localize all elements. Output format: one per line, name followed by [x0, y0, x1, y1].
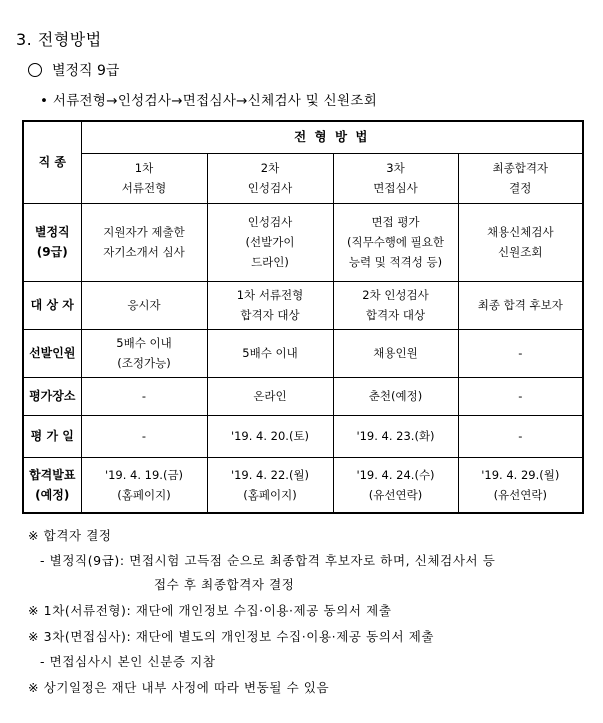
row-label: 선발인원 — [29, 346, 76, 360]
note-line: ※ 1차(서류전형): 재단에 개인정보 수집·이용·제공 동의서 제출 — [28, 603, 392, 618]
cell-text: 응시자 — [127, 298, 161, 312]
cell-text: (선발가이 — [245, 235, 295, 249]
section-number: 3. — [16, 30, 33, 49]
cell-text: '19. 4. 23.(화) — [356, 429, 435, 443]
stage-header-cell — [333, 153, 458, 203]
table-cell — [458, 415, 583, 457]
cell-text: 온라인 — [253, 389, 287, 403]
section-heading — [16, 27, 102, 50]
cell-text: '19. 4. 20.(토) — [230, 429, 310, 443]
note-heading: ※ 합격자 결정 — [28, 528, 112, 543]
cell-text: (유선연락) — [368, 487, 423, 502]
table-cell — [81, 329, 207, 377]
row-label-cell — [23, 281, 81, 329]
table-cell — [333, 203, 458, 281]
row-label-cell — [23, 203, 81, 281]
table-cell — [458, 281, 583, 329]
table-cell — [333, 457, 458, 513]
table-cell — [333, 377, 458, 415]
row-label: 평 가 일 — [30, 429, 74, 443]
table-cell — [81, 457, 207, 513]
cell-text: 채용신체검사 — [486, 225, 554, 239]
stage-name: 면접심사 — [373, 181, 418, 195]
group-header-cell — [81, 121, 583, 153]
cell-text: 합격자 대상 — [240, 308, 300, 322]
cell-text: 지원자가 제출한 — [103, 225, 185, 239]
row-label-cell — [23, 415, 81, 457]
row-label: 합격발표 — [29, 467, 76, 482]
cell-text: 2차 인성검사 — [362, 288, 429, 302]
row-label: (예정) — [35, 487, 70, 502]
cell-text: 능력 및 적격성 등) — [348, 255, 443, 269]
note-line: ※ 3차(면접심사): 재단에 별도의 개인정보 수집·이용·제공 동의서 제출 — [28, 629, 435, 644]
note-line: - 면접심사시 본인 신분증 지참 — [40, 654, 216, 669]
table-cell — [207, 415, 333, 457]
circle-bullet-icon — [28, 63, 42, 77]
row-label-cell — [23, 457, 81, 513]
row-label-cell — [23, 329, 81, 377]
stage-number: 1차 — [134, 161, 154, 175]
cell-text: (홈페이지) — [243, 487, 297, 502]
table-cell — [81, 377, 207, 415]
cell-text: 최종 합격 후보자 — [477, 298, 563, 312]
cell-text: 드라인) — [251, 255, 289, 269]
table-cell — [81, 281, 207, 329]
corner-header-cell — [23, 121, 81, 203]
cell-text: 5배수 이내 — [242, 346, 298, 360]
stage-number: 2차 — [260, 161, 280, 175]
table-row — [23, 377, 583, 415]
table-cell — [207, 377, 333, 415]
cell-text: - — [141, 429, 147, 443]
note-line-continued: 접수 후 최종합격자 결정 — [154, 577, 295, 592]
cell-text: - — [518, 346, 523, 360]
table-cell — [458, 203, 583, 281]
row-label: 평가장소 — [29, 389, 76, 403]
table-cell — [81, 203, 207, 281]
cell-text: - — [518, 389, 523, 403]
stage-name: 인성검사 — [247, 181, 293, 195]
table-cell — [207, 457, 333, 513]
cell-text: 면접 평가 — [371, 215, 420, 229]
cell-text: (조정가능) — [117, 356, 171, 370]
cell-text: 1차 서류전형 — [236, 288, 304, 302]
table-cell — [333, 281, 458, 329]
cell-text: (직무수행에 필요한 — [346, 235, 444, 249]
cell-text: 합격자 대상 — [365, 308, 426, 322]
cell-text: '19. 4. 19.(금) — [104, 467, 184, 482]
cell-text: 인성검사 — [247, 215, 293, 229]
note-line: ※ 상기일정은 재단 내부 사정에 따라 변동될 수 있음 — [28, 680, 330, 695]
cell-text: - — [141, 389, 147, 403]
table-cell — [207, 203, 333, 281]
cell-text: 5배수 이내 — [116, 336, 172, 350]
cell-text: 춘천(예정) — [368, 389, 423, 403]
table-cell — [207, 281, 333, 329]
row-label: 별정직 — [34, 225, 70, 239]
table-row — [23, 281, 583, 329]
row-label: (9급) — [36, 245, 68, 259]
table-cell — [81, 415, 207, 457]
stage-name: 결정 — [509, 181, 532, 195]
cell-text: 채용인원 — [373, 346, 418, 360]
table-row — [23, 329, 583, 377]
stage-header-cell — [458, 153, 583, 203]
table-cell — [333, 415, 458, 457]
stage-name: 서류전형 — [121, 181, 167, 195]
table-cell — [458, 329, 583, 377]
cell-text: '19. 4. 29.(월) — [481, 467, 560, 482]
note-line: - 별정직(9급): 면접시험 고득점 순으로 최종합격 후보자로 하며, 신체검사서 등 — [40, 553, 496, 568]
section-title: 전형방법 — [37, 30, 102, 49]
process-flow-text: • 서류전형→인성검사→면접심사→신체검사 및 신원조회 — [40, 93, 378, 109]
cell-text: 자기소개서 심사 — [103, 245, 185, 259]
table-row — [23, 415, 583, 457]
subsection-heading — [28, 60, 119, 80]
table-row — [23, 203, 583, 281]
group-header-label: 전 형 방 법 — [294, 129, 370, 145]
table-cell — [458, 457, 583, 513]
cell-text: - — [518, 429, 523, 443]
stage-number: 3차 — [386, 161, 405, 175]
table-cell — [333, 329, 458, 377]
subsection-title: 별정직 9급 — [52, 63, 120, 79]
stage-number: 최종합격자 — [492, 161, 549, 175]
corner-header-label: 직 종 — [38, 155, 66, 170]
selection-schedule-table — [22, 120, 584, 514]
stage-header-cell — [207, 153, 333, 203]
row-label-cell — [23, 377, 81, 415]
cell-text: 신원조회 — [498, 245, 543, 259]
table-cell — [207, 329, 333, 377]
cell-text: '19. 4. 24.(수) — [356, 467, 435, 482]
stage-header-cell — [81, 153, 207, 203]
row-label: 대 상 자 — [30, 298, 74, 312]
table-cell — [458, 377, 583, 415]
cell-text: (홈페이지) — [117, 487, 171, 502]
table-row — [23, 457, 583, 513]
cell-text: '19. 4. 22.(월) — [230, 467, 310, 482]
cell-text: (유선연락) — [493, 487, 547, 502]
